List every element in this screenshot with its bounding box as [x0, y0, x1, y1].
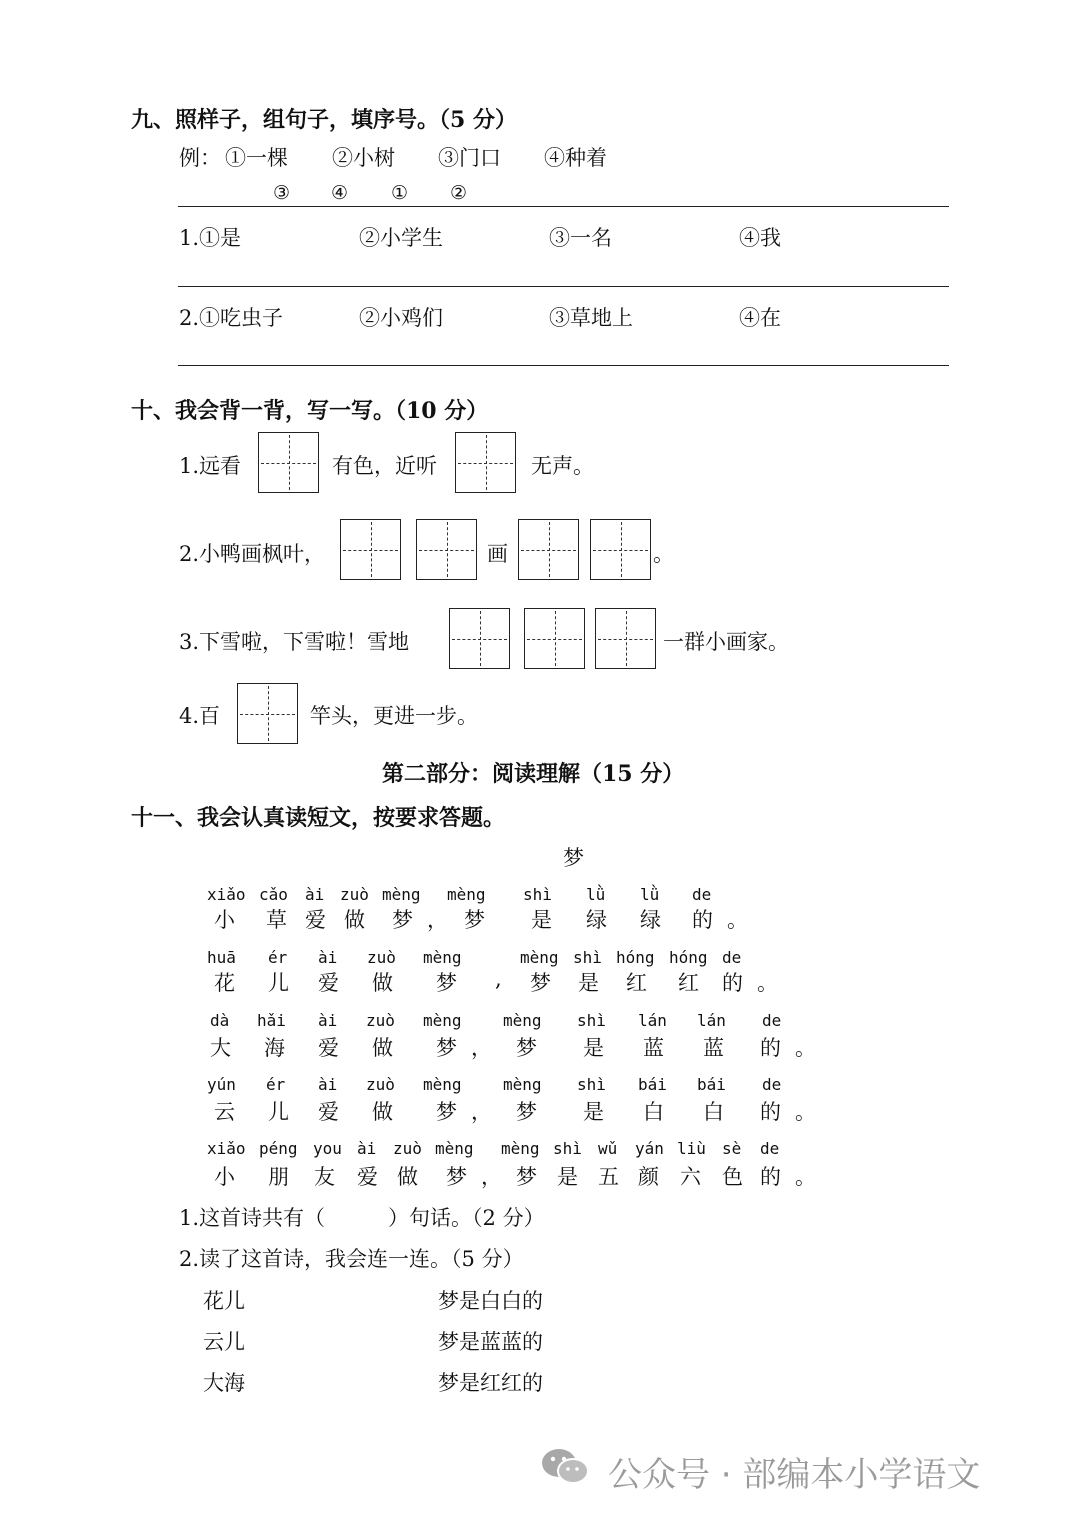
q10-l1-text: 无声。 — [531, 454, 594, 478]
q9-example-item: ④种着 — [544, 146, 607, 170]
poem-character: 友 — [314, 1165, 349, 1189]
match-right-item[interactable]: 梦是蓝蓝的 — [438, 1330, 543, 1354]
pinyin-syllable: ài — [318, 948, 338, 967]
q9-item2-part: 2.①吃虫子 — [179, 306, 284, 330]
q10-l2-text: 。 — [653, 542, 674, 566]
pinyin-syllable: bái — [638, 1075, 667, 1094]
q9-item1-part: 1.①是 — [179, 226, 242, 250]
pinyin-syllable: lǜ — [586, 885, 606, 904]
match-left-item[interactable]: 大海 — [203, 1371, 245, 1395]
q9-example-order: ② — [450, 182, 468, 204]
q9-example-order: ③ — [273, 182, 291, 204]
poem-character: 是 — [531, 908, 566, 932]
pinyin-syllable: sè — [722, 1139, 742, 1158]
pinyin-syllable: mèng — [503, 1075, 542, 1094]
poem-character: 云 — [214, 1100, 249, 1124]
tianzige-box[interactable] — [416, 519, 477, 580]
pinyin-syllable: mèng — [503, 1011, 542, 1030]
poem-character: 梦 — [516, 1165, 551, 1189]
pinyin-syllable: mèng — [501, 1139, 540, 1158]
pinyin-syllable: mèng — [435, 1139, 474, 1158]
poem-character: 蓝 — [703, 1036, 738, 1060]
part2-title: 第二部分：阅读理解（15 分） — [382, 761, 685, 787]
poem-character: 颜 — [638, 1165, 673, 1189]
pinyin-syllable: bái — [697, 1075, 726, 1094]
poem-character: 做 — [344, 908, 379, 932]
q11-sub1: 1.这首诗共有（ ）句话。（2 分） — [179, 1206, 545, 1230]
poem-character: 儿 — [268, 1100, 303, 1124]
match-right-item[interactable]: 梦是白白的 — [438, 1289, 543, 1313]
poem-character: 儿 — [268, 971, 303, 995]
pinyin-syllable: ài — [318, 1075, 338, 1094]
q10-l3-text: 一群小画家。 — [663, 630, 789, 654]
pinyin-syllable: shì — [577, 1011, 606, 1030]
answer-line[interactable] — [178, 365, 949, 366]
pinyin-syllable: mèng — [423, 948, 462, 967]
poem-character: 红 — [678, 971, 713, 995]
tianzige-box[interactable] — [258, 432, 319, 493]
poem-character: 白 — [703, 1100, 738, 1124]
pinyin-syllable: lán — [638, 1011, 667, 1030]
poem-character: 的。 — [722, 971, 792, 995]
pinyin-syllable: huā — [207, 948, 236, 967]
poem-character: 做 — [372, 971, 407, 995]
q11-sub2: 2.读了这首诗，我会连一连。（5 分） — [179, 1247, 524, 1271]
poem-character: 的。 — [760, 1036, 830, 1060]
pinyin-syllable: hóng — [669, 948, 708, 967]
pinyin-syllable: wǔ — [598, 1139, 618, 1158]
pinyin-syllable: ài — [357, 1139, 377, 1158]
poem-character: 大 — [210, 1036, 245, 1060]
q10-l2-text: 2.小鸭画枫叶， — [179, 542, 326, 566]
poem-character: 做 — [397, 1165, 432, 1189]
pinyin-syllable: mèng — [382, 885, 421, 904]
poem-character: 梦， — [436, 1036, 506, 1060]
poem-character: 花 — [214, 971, 249, 995]
q9-item2-part: ③草地上 — [549, 306, 633, 330]
poem-character: 的。 — [760, 1165, 830, 1189]
pinyin-syllable: cǎo — [259, 885, 288, 904]
pinyin-syllable: lǜ — [640, 885, 660, 904]
pinyin-syllable: ài — [318, 1011, 338, 1030]
pinyin-syllable: ài — [305, 885, 325, 904]
poem-character: 白 — [643, 1100, 678, 1124]
poem-character: 小 — [214, 1165, 249, 1189]
pinyin-syllable: zuò — [366, 1011, 395, 1030]
q9-example-item: ②小树 — [332, 146, 395, 170]
q10-title: 十、我会背一背，写一写。（10 分） — [131, 398, 489, 424]
q9-example-item: ③门口 — [438, 146, 501, 170]
pinyin-syllable: xiǎo — [207, 1139, 246, 1158]
pinyin-syllable: dà — [210, 1011, 230, 1030]
poem-character: 爱 — [318, 1036, 353, 1060]
tianzige-box[interactable] — [449, 608, 510, 669]
pinyin-syllable: liù — [677, 1139, 706, 1158]
poem-character: 六 — [680, 1165, 715, 1189]
tianzige-box[interactable] — [237, 683, 298, 744]
pinyin-syllable: zuò — [366, 1075, 395, 1094]
answer-line[interactable] — [178, 286, 949, 287]
q9-example-order: ④ — [331, 182, 349, 204]
q10-l4-text: 竿头，更进一步。 — [310, 704, 478, 728]
q9-item2-part: ④在 — [739, 306, 781, 330]
pinyin-syllable: de — [762, 1011, 782, 1030]
q9-item1-part: ④我 — [739, 226, 781, 250]
pinyin-syllable: xiǎo — [207, 885, 246, 904]
pinyin-syllable: mèng — [447, 885, 486, 904]
poem-character: 是 — [557, 1165, 592, 1189]
q9-item1-part: ②小学生 — [359, 226, 443, 250]
poem-character: 梦， — [436, 1100, 506, 1124]
tianzige-box[interactable] — [590, 519, 651, 580]
poem-character: 爱 — [318, 971, 353, 995]
poem-character: 是 — [583, 1036, 618, 1060]
poem-character: 蓝 — [643, 1036, 678, 1060]
pinyin-syllable: mèng — [520, 948, 559, 967]
poem-character: 小 — [214, 908, 249, 932]
poem-character: 爱 — [305, 908, 340, 932]
match-right-item[interactable]: 梦是红红的 — [438, 1371, 543, 1395]
tianzige-box[interactable] — [455, 432, 516, 493]
pinyin-syllable: de — [760, 1139, 780, 1158]
poem-character: 五 — [598, 1165, 633, 1189]
poem-character: 梦 — [436, 971, 471, 995]
poem-character: 海 — [264, 1036, 299, 1060]
pinyin-syllable: de — [722, 948, 742, 967]
poem-character: 红 — [626, 971, 661, 995]
q10-l3-text: 3.下雪啦，下雪啦！雪地 — [179, 630, 410, 654]
pinyin-syllable: you — [313, 1139, 342, 1158]
tianzige-box[interactable] — [524, 608, 585, 669]
q10-l2-text: 画 — [487, 542, 508, 566]
q10-l1-text: 有色，近听 — [332, 454, 437, 478]
pinyin-syllable: lán — [697, 1011, 726, 1030]
poem-title: 梦 — [563, 846, 584, 870]
poem-character: 做 — [372, 1100, 407, 1124]
pinyin-syllable: péng — [259, 1139, 298, 1158]
wechat-icon — [540, 1446, 590, 1486]
poem-character: 绿 — [586, 908, 621, 932]
tianzige-box[interactable] — [340, 519, 401, 580]
pinyin-syllable: shì — [553, 1139, 582, 1158]
match-left-item[interactable]: 云儿 — [203, 1330, 245, 1354]
poem-character: 是 — [578, 971, 613, 995]
pinyin-syllable: ér — [266, 1075, 286, 1094]
pinyin-syllable: zuò — [367, 948, 396, 967]
poem-character: 爱 — [357, 1165, 392, 1189]
pinyin-syllable: de — [762, 1075, 782, 1094]
pinyin-syllable: shì — [577, 1075, 606, 1094]
match-left-item[interactable]: 花儿 — [203, 1289, 245, 1313]
pinyin-syllable: zuò — [393, 1139, 422, 1158]
pinyin-syllable: hǎi — [257, 1011, 286, 1030]
pinyin-syllable: mèng — [423, 1011, 462, 1030]
poem-character: 朋 — [268, 1165, 303, 1189]
q9-title: 九、照样子，组句子，填序号。（5 分） — [131, 107, 517, 133]
poem-character: , — [495, 967, 516, 991]
divider-line — [178, 206, 949, 207]
q9-example-order: ① — [391, 182, 409, 204]
poem-character: 是 — [583, 1100, 618, 1124]
tianzige-box[interactable] — [595, 608, 656, 669]
pinyin-syllable: shì — [573, 948, 602, 967]
poem-character: 做 — [372, 1036, 407, 1060]
poem-character: 梦 — [516, 1100, 551, 1124]
poem-character: 梦， — [392, 908, 462, 932]
pinyin-syllable: yún — [207, 1075, 236, 1094]
pinyin-syllable: mèng — [423, 1075, 462, 1094]
poem-character: 绿 — [640, 908, 675, 932]
q9-item2-part: ②小鸡们 — [359, 306, 443, 330]
poem-character: 梦 — [464, 908, 499, 932]
pinyin-syllable: ér — [268, 948, 288, 967]
q9-item1-part: ③一名 — [549, 226, 612, 250]
pinyin-syllable: de — [692, 885, 712, 904]
poem-character: 梦 — [516, 1036, 551, 1060]
q9-example-label: 例： — [179, 146, 221, 170]
tianzige-box[interactable] — [518, 519, 579, 580]
poem-character: 草 — [266, 908, 301, 932]
q11-title: 十一、我会认真读短文，按要求答题。 — [131, 805, 506, 831]
pinyin-syllable: shì — [523, 885, 552, 904]
q10-l1-text: 1.远看 — [179, 454, 242, 478]
poem-character: 的。 — [760, 1100, 830, 1124]
pinyin-syllable: hóng — [616, 948, 655, 967]
q9-example-item: ①一棵 — [225, 146, 288, 170]
poem-character: 梦， — [446, 1165, 516, 1189]
pinyin-syllable: yán — [635, 1139, 664, 1158]
poem-character: 色 — [722, 1165, 757, 1189]
q10-l4-text: 4.百 — [179, 704, 221, 728]
pinyin-syllable: zuò — [340, 885, 369, 904]
poem-character: 梦 — [530, 971, 565, 995]
footer-watermark: 公众号 · 部编本小学语文 — [608, 1455, 981, 1495]
poem-character: 的。 — [692, 908, 762, 932]
poem-character: 爱 — [318, 1100, 353, 1124]
